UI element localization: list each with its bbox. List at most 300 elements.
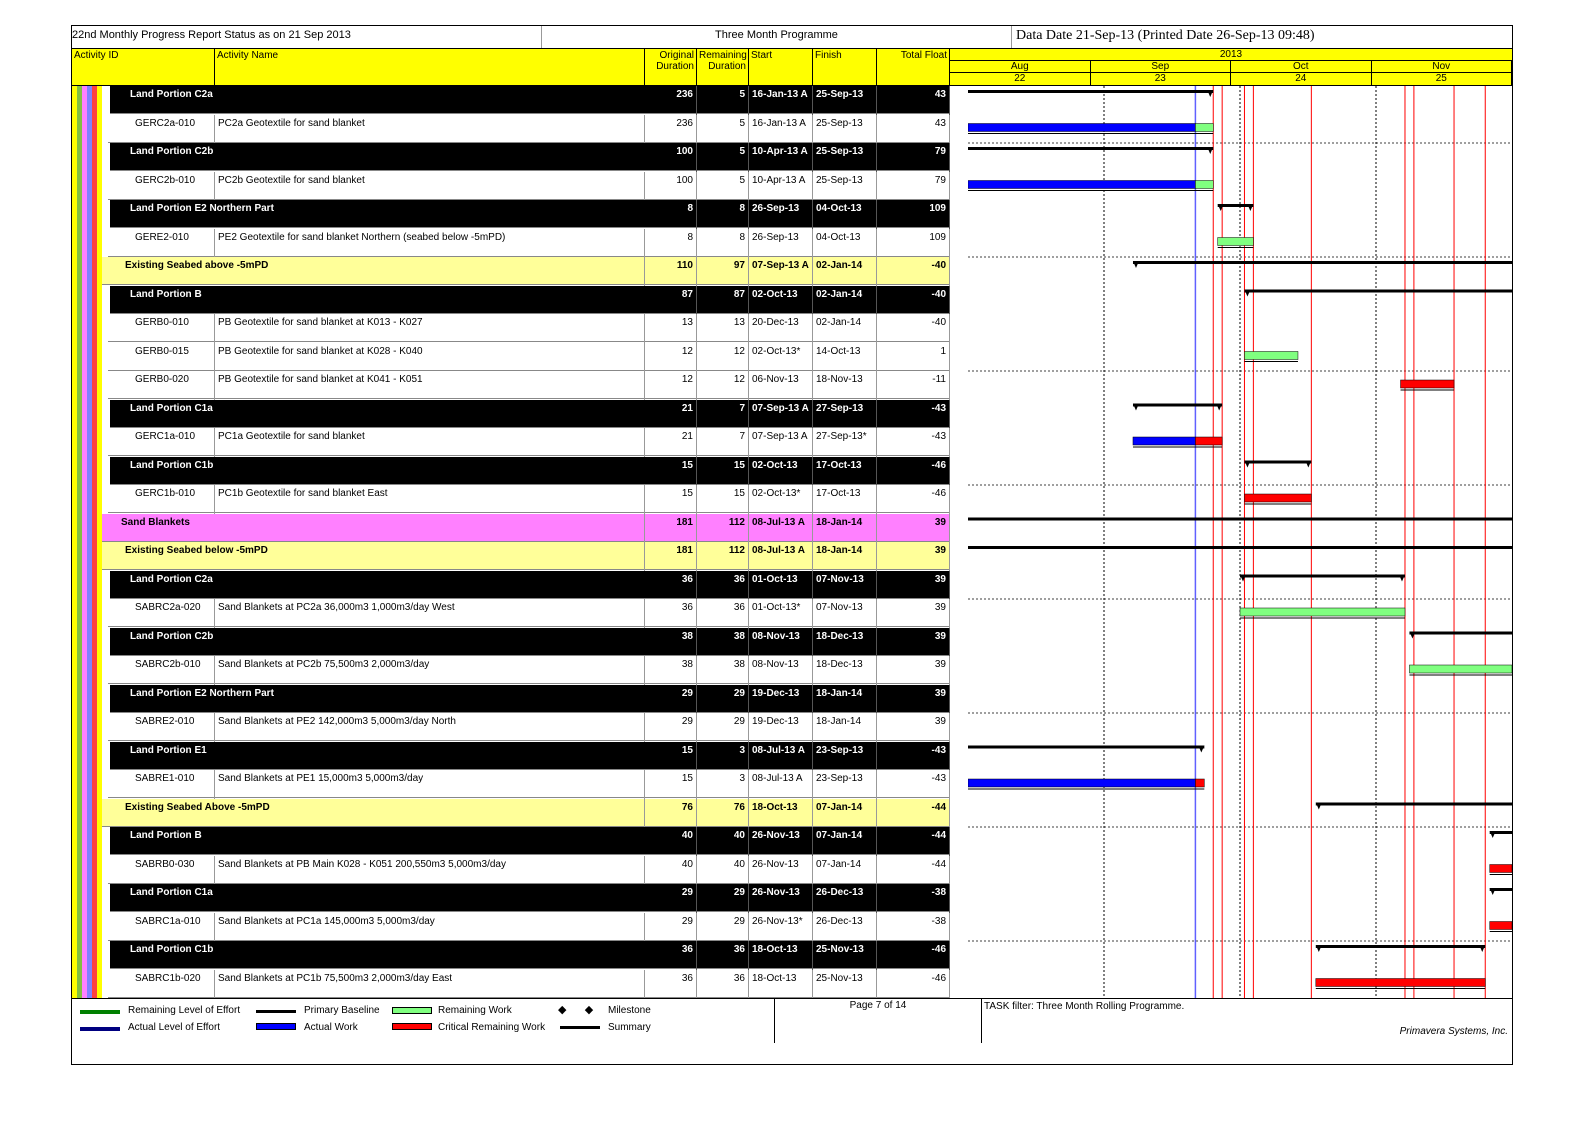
cell-activity-name: Existing Seabed Above -5mPD bbox=[122, 799, 645, 828]
cell-remaining-duration: 112 bbox=[697, 542, 749, 571]
cell-original-duration: 36 bbox=[645, 941, 697, 970]
cell-finish: 27-Sep-13* bbox=[813, 428, 877, 457]
legend-milestone: Milestone bbox=[608, 1005, 651, 1016]
cell-activity-id: GERC1a-010 bbox=[132, 428, 215, 457]
wbs-row[interactable] bbox=[72, 685, 972, 714]
cell-remaining-duration: 76 bbox=[697, 799, 749, 828]
cell-finish: 07-Nov-13 bbox=[813, 599, 877, 628]
cell-remaining-duration: 12 bbox=[697, 371, 749, 400]
milestone-icon: ◆ ◆ bbox=[558, 1004, 594, 1016]
cell-total-float: 39 bbox=[877, 713, 950, 742]
cell-activity-name: Land Portion C1b bbox=[130, 459, 214, 471]
summary-start-marker bbox=[1490, 888, 1496, 895]
wbs-row[interactable] bbox=[72, 542, 972, 571]
summary-bar bbox=[1316, 803, 1512, 806]
cell-activity-name: Land Portion B bbox=[130, 288, 202, 300]
summary-end-marker bbox=[1305, 461, 1311, 468]
cell-activity-id: SABRB0-030 bbox=[132, 856, 215, 885]
task-filter: TASK filter: Three Month Rolling Programme. bbox=[984, 1001, 1185, 1012]
cell-original-duration: 181 bbox=[645, 542, 697, 571]
cell-finish: 18-Nov-13 bbox=[813, 371, 877, 400]
cell-start: 18-Oct-13 bbox=[749, 799, 813, 828]
cell-finish: 18-Dec-13 bbox=[813, 628, 877, 657]
cell-activity-name: Land Portion B bbox=[130, 830, 202, 841]
cell-finish: 23-Sep-13 bbox=[813, 770, 877, 799]
wbs-row[interactable] bbox=[72, 514, 972, 543]
critical-work-bar bbox=[1401, 380, 1455, 388]
table-row[interactable] bbox=[72, 856, 972, 885]
remaining-loe-swatch bbox=[80, 1010, 120, 1014]
legend-critical-work: Critical Remaining Work bbox=[438, 1022, 546, 1033]
cell-finish: 02-Jan-14 bbox=[813, 257, 877, 286]
cell-start: 26-Sep-13 bbox=[749, 229, 813, 258]
actual-work-bar bbox=[968, 124, 1195, 132]
cell-start: 26-Nov-13 bbox=[749, 856, 813, 885]
wbs-row[interactable] bbox=[72, 286, 972, 315]
table-row[interactable] bbox=[72, 970, 972, 999]
cell-finish: 23-Sep-13 bbox=[813, 742, 877, 771]
cell-activity-name: Land Portion C2a bbox=[130, 89, 213, 100]
cell-finish: 17-Oct-13 bbox=[813, 485, 877, 514]
remaining-work-bar bbox=[1195, 124, 1213, 132]
cell-total-float: 39 bbox=[877, 514, 950, 543]
cell-activity-name: PB Geotextile for sand blanket at K041 - K051 bbox=[215, 371, 645, 400]
cell-total-float: -40 bbox=[877, 257, 950, 286]
wbs-row[interactable] bbox=[72, 143, 972, 172]
report-title: 22nd Monthly Progress Report Status as on 21 Sep 2013 bbox=[72, 26, 542, 48]
table-row[interactable] bbox=[72, 913, 972, 942]
actual-loe-swatch bbox=[80, 1027, 120, 1031]
cell-total-float: 109 bbox=[877, 229, 950, 258]
legend-primary-baseline: Primary Baseline bbox=[304, 1005, 380, 1016]
cell-start: 26-Nov-13 bbox=[749, 827, 813, 856]
cell-total-float: 39 bbox=[877, 656, 950, 685]
cell-activity-name: Land Portion C1a bbox=[130, 402, 213, 414]
cell-original-duration: 87 bbox=[645, 286, 697, 315]
wbs-row[interactable] bbox=[72, 571, 972, 600]
cell-start: 02-Oct-13* bbox=[749, 485, 813, 514]
wbs-row[interactable] bbox=[72, 628, 972, 657]
summary-bar bbox=[968, 518, 1512, 521]
cell-original-duration: 15 bbox=[645, 770, 697, 799]
table-row[interactable] bbox=[72, 343, 972, 372]
cell-activity-name: Sand Blankets at PC1a 145,000m3 5,000m3/day bbox=[215, 913, 645, 942]
cell-total-float: 43 bbox=[877, 115, 950, 144]
cell-remaining-duration: 5 bbox=[697, 86, 749, 115]
cell-total-float: -38 bbox=[877, 884, 950, 913]
cell-activity-id: GERB0-010 bbox=[132, 314, 215, 343]
table-row[interactable] bbox=[72, 770, 972, 799]
cell-remaining-duration: 29 bbox=[697, 884, 749, 913]
summary-start-marker bbox=[1409, 632, 1415, 639]
summary-end-marker bbox=[1216, 404, 1222, 411]
cell-total-float: 79 bbox=[877, 143, 950, 172]
summary-bar bbox=[968, 147, 1213, 150]
summary-bar bbox=[1133, 261, 1512, 264]
wbs-row[interactable] bbox=[72, 200, 972, 229]
cell-original-duration: 236 bbox=[645, 115, 697, 144]
cell-finish: 25-Sep-13 bbox=[813, 115, 877, 144]
cell-activity-id: SABRE1-010 bbox=[132, 770, 215, 799]
cell-remaining-duration: 15 bbox=[697, 485, 749, 514]
cell-finish: 25-Sep-13 bbox=[813, 86, 877, 115]
cell-original-duration: 15 bbox=[645, 485, 697, 514]
wbs-row[interactable] bbox=[72, 257, 972, 286]
cell-original-duration: 110 bbox=[645, 257, 697, 286]
col-activity-name[interactable]: Activity Name bbox=[215, 49, 645, 85]
cell-original-duration: 21 bbox=[645, 428, 697, 457]
cell-start: 08-Nov-13 bbox=[749, 656, 813, 685]
summary-end-marker bbox=[1247, 204, 1253, 211]
cell-start: 10-Apr-13 A bbox=[749, 143, 813, 172]
legend-actual-work: Actual Work bbox=[304, 1022, 358, 1033]
cell-start: 18-Oct-13 bbox=[749, 970, 813, 999]
cell-activity-name: Sand Blankets at PE2 142,000m3 5,000m3/day North bbox=[215, 713, 645, 742]
summary-end-marker bbox=[1198, 746, 1204, 753]
cell-activity-name: Sand Blankets at PE1 15,000m3 5,000m3/day bbox=[215, 770, 645, 799]
summary-start-marker bbox=[1316, 803, 1322, 810]
cell-activity-id: SABRC1b-020 bbox=[132, 970, 215, 999]
cell-start: 26-Nov-13 bbox=[749, 884, 813, 913]
cell-total-float: -46 bbox=[877, 457, 950, 486]
cell-start: 02-Oct-13 bbox=[749, 286, 813, 315]
legend-remaining-work: Remaining Work bbox=[438, 1005, 512, 1016]
cell-start: 02-Oct-13* bbox=[749, 343, 813, 372]
cell-activity-id: SABRC1a-010 bbox=[132, 913, 215, 942]
cell-remaining-duration: 29 bbox=[697, 913, 749, 942]
cell-original-duration: 21 bbox=[645, 400, 697, 429]
cell-finish: 18-Jan-14 bbox=[813, 542, 877, 571]
cell-finish: 07-Jan-14 bbox=[813, 799, 877, 828]
cell-activity-name: Land Portion E1 bbox=[130, 744, 207, 756]
cell-total-float: -40 bbox=[877, 314, 950, 343]
critical-work-bar bbox=[1195, 779, 1204, 787]
data-date: Data Date 21-Sep-13 (Printed Date 26-Sep-13 09:48) bbox=[1016, 28, 1315, 43]
remaining-work-bar bbox=[1244, 352, 1298, 360]
cell-remaining-duration: 29 bbox=[697, 685, 749, 714]
summary-end-marker bbox=[1207, 147, 1213, 154]
wbs-row[interactable] bbox=[72, 941, 972, 970]
cell-total-float: 39 bbox=[877, 628, 950, 657]
table-row[interactable] bbox=[72, 115, 972, 144]
cell-total-float: -43 bbox=[877, 770, 950, 799]
cell-activity-name: Sand Blankets at PC1b 75,500m3 2,000m3/day East bbox=[215, 970, 645, 999]
cell-remaining-duration: 40 bbox=[697, 827, 749, 856]
cell-original-duration: 13 bbox=[645, 314, 697, 343]
remaining-work-bar bbox=[1240, 608, 1405, 616]
cell-original-duration: 12 bbox=[645, 371, 697, 400]
cell-activity-name: PC2b Geotextile for sand blanket bbox=[215, 172, 645, 201]
table-row[interactable] bbox=[72, 428, 972, 457]
wbs-row[interactable] bbox=[72, 827, 972, 856]
cell-start: 08-Jul-13 A bbox=[749, 542, 813, 571]
cell-activity-id: GERB0-015 bbox=[132, 343, 215, 372]
cell-remaining-duration: 15 bbox=[697, 457, 749, 486]
report-frame bbox=[71, 25, 1513, 1065]
cell-finish: 02-Jan-14 bbox=[813, 314, 877, 343]
cell-finish: 07-Jan-14 bbox=[813, 827, 877, 856]
timeline-header bbox=[950, 49, 1512, 87]
cell-activity-id: SABRE2-010 bbox=[132, 713, 215, 742]
summary-end-marker bbox=[1479, 945, 1485, 952]
cell-original-duration: 38 bbox=[645, 656, 697, 685]
cell-total-float: 39 bbox=[877, 542, 950, 571]
cell-activity-name: PC1a Geotextile for sand blanket bbox=[215, 428, 645, 457]
cell-start: 02-Oct-13 bbox=[749, 457, 813, 486]
cell-start: 16-Jan-13 A bbox=[749, 86, 813, 115]
cell-activity-name: PC2a Geotextile for sand blanket bbox=[215, 115, 645, 144]
cell-original-duration: 29 bbox=[645, 884, 697, 913]
col-total-float[interactable]: Total Float bbox=[877, 49, 950, 85]
cell-original-duration: 8 bbox=[645, 229, 697, 258]
cell-finish: 04-Oct-13 bbox=[813, 200, 877, 229]
cell-remaining-duration: 97 bbox=[697, 257, 749, 286]
cell-original-duration: 36 bbox=[645, 970, 697, 999]
cell-activity-id: GERB0-020 bbox=[132, 371, 215, 400]
summary-bar bbox=[1244, 290, 1512, 293]
timeline-week: 22 bbox=[950, 73, 1091, 85]
cell-original-duration: 29 bbox=[645, 713, 697, 742]
cell-start: 07-Sep-13 A bbox=[749, 257, 813, 286]
legend-footer bbox=[72, 998, 1512, 1064]
col-remaining-duration[interactable]: Remaining Duration bbox=[697, 49, 749, 85]
cell-activity-name: Existing Seabed below -5mPD bbox=[122, 542, 645, 571]
cell-finish: 07-Jan-14 bbox=[813, 856, 877, 885]
wbs-row[interactable] bbox=[72, 884, 972, 913]
cell-original-duration: 40 bbox=[645, 856, 697, 885]
cell-remaining-duration: 8 bbox=[697, 229, 749, 258]
cell-remaining-duration: 36 bbox=[697, 970, 749, 999]
cell-activity-id: GERC2a-010 bbox=[132, 115, 215, 144]
cell-original-duration: 38 bbox=[645, 628, 697, 657]
critical-work-bar bbox=[1316, 979, 1485, 987]
timeline-week: 24 bbox=[1231, 73, 1372, 85]
critical-work-bar bbox=[1244, 494, 1311, 502]
col-activity-id[interactable]: Activity ID bbox=[72, 49, 215, 85]
cell-total-float: -43 bbox=[877, 742, 950, 771]
cell-activity-id: SABRC2b-010 bbox=[132, 656, 215, 685]
cell-finish: 25-Sep-13 bbox=[813, 143, 877, 172]
cell-remaining-duration: 36 bbox=[697, 571, 749, 600]
legend-remaining-loe: Remaining Level of Effort bbox=[128, 1005, 241, 1016]
cell-remaining-duration: 5 bbox=[697, 172, 749, 201]
summary-start-marker bbox=[1244, 290, 1250, 297]
table-row[interactable] bbox=[72, 713, 972, 742]
vendor-credit: Primavera Systems, Inc. bbox=[1399, 1026, 1508, 1037]
summary-start-marker bbox=[1240, 575, 1246, 582]
remaining-work-swatch bbox=[392, 1007, 432, 1014]
critical-work-bar bbox=[1490, 922, 1512, 930]
wbs-row[interactable] bbox=[72, 457, 972, 486]
remaining-work-bar bbox=[1195, 181, 1213, 189]
col-start[interactable]: Start bbox=[749, 49, 813, 85]
cell-original-duration: 36 bbox=[645, 571, 697, 600]
cell-remaining-duration: 38 bbox=[697, 656, 749, 685]
cell-total-float: 39 bbox=[877, 571, 950, 600]
cell-activity-id: SABRC2a-020 bbox=[132, 599, 215, 628]
cell-finish: 17-Oct-13 bbox=[813, 457, 877, 486]
cell-finish: 14-Oct-13 bbox=[813, 343, 877, 372]
cell-start: 19-Dec-13 bbox=[749, 713, 813, 742]
cell-total-float: -44 bbox=[877, 827, 950, 856]
cell-finish: 18-Dec-13 bbox=[813, 656, 877, 685]
cell-activity-name: Sand Blankets bbox=[118, 514, 645, 543]
cell-total-float: -43 bbox=[877, 400, 950, 429]
cell-total-float: 109 bbox=[877, 200, 950, 229]
cell-activity-id: GERC1b-010 bbox=[132, 485, 215, 514]
timeline-year: 2013 bbox=[950, 49, 1512, 61]
wbs-row[interactable] bbox=[72, 799, 972, 828]
summary-bar bbox=[1244, 461, 1311, 464]
summary-bar bbox=[968, 546, 1512, 549]
cell-original-duration: 8 bbox=[645, 200, 697, 229]
cell-remaining-duration: 3 bbox=[697, 770, 749, 799]
cell-total-float: 79 bbox=[877, 172, 950, 201]
timeline-week: 23 bbox=[1091, 73, 1232, 85]
critical-work-swatch bbox=[392, 1023, 432, 1030]
cell-total-float: -46 bbox=[877, 970, 950, 999]
actual-work-bar bbox=[1133, 437, 1195, 445]
gantt-chart bbox=[968, 86, 1512, 1026]
summary-start-marker bbox=[1218, 204, 1224, 211]
cell-total-float: -11 bbox=[877, 371, 950, 400]
timeline-month: Sep bbox=[1091, 61, 1232, 73]
remaining-work-bar bbox=[1409, 665, 1512, 673]
cell-start: 19-Dec-13 bbox=[749, 685, 813, 714]
cell-activity-name: Land Portion E2 Northern Part bbox=[130, 687, 274, 699]
summary-start-marker bbox=[1244, 461, 1250, 468]
remaining-work-bar bbox=[1218, 238, 1254, 246]
cell-total-float: -44 bbox=[877, 799, 950, 828]
cell-start: 07-Sep-13 A bbox=[749, 428, 813, 457]
cell-activity-name: PC1b Geotextile for sand blanket East bbox=[215, 485, 645, 514]
cell-remaining-duration: 8 bbox=[697, 200, 749, 229]
cell-finish: 26-Dec-13 bbox=[813, 913, 877, 942]
cell-remaining-duration: 13 bbox=[697, 314, 749, 343]
legend-actual-loe: Actual Level of Effort bbox=[128, 1022, 221, 1033]
cell-activity-name: PB Geotextile for sand blanket at K028 - K040 bbox=[215, 343, 645, 372]
summary-start-marker bbox=[1133, 404, 1139, 411]
cell-total-float: 39 bbox=[877, 685, 950, 714]
cell-finish: 07-Nov-13 bbox=[813, 571, 877, 600]
cell-activity-name: Existing Seabed above -5mPD bbox=[122, 257, 645, 286]
cell-total-float: -46 bbox=[877, 485, 950, 514]
cell-start: 01-Oct-13* bbox=[749, 599, 813, 628]
legend-summary: Summary bbox=[608, 1022, 651, 1033]
cell-remaining-duration: 36 bbox=[697, 941, 749, 970]
cell-activity-name: Sand Blankets at PC2a 36,000m3 1,000m3/day West bbox=[215, 599, 645, 628]
table-row[interactable] bbox=[72, 656, 972, 685]
table-row[interactable] bbox=[72, 485, 972, 514]
table-row[interactable] bbox=[72, 599, 972, 628]
cell-total-float: 43 bbox=[877, 86, 950, 115]
cell-remaining-duration: 112 bbox=[697, 514, 749, 543]
cell-total-float: -44 bbox=[877, 856, 950, 885]
actual-work-bar bbox=[968, 181, 1195, 189]
cell-remaining-duration: 29 bbox=[697, 713, 749, 742]
summary-start-marker bbox=[1490, 831, 1496, 838]
cell-activity-name: Land Portion C2b bbox=[130, 146, 214, 157]
summary-bar bbox=[1133, 404, 1222, 407]
table-row[interactable] bbox=[72, 229, 972, 258]
cell-finish: 25-Nov-13 bbox=[813, 941, 877, 970]
cell-finish: 18-Jan-14 bbox=[813, 685, 877, 714]
cell-original-duration: 100 bbox=[645, 172, 697, 201]
critical-work-bar bbox=[1195, 437, 1222, 445]
cell-remaining-duration: 5 bbox=[697, 115, 749, 144]
cell-remaining-duration: 3 bbox=[697, 742, 749, 771]
wbs-row[interactable] bbox=[72, 400, 972, 429]
cell-start: 26-Nov-13* bbox=[749, 913, 813, 942]
table-row[interactable] bbox=[72, 172, 972, 201]
cell-original-duration: 236 bbox=[645, 86, 697, 115]
timeline-month: Aug bbox=[950, 61, 1091, 73]
cell-start: 18-Oct-13 bbox=[749, 941, 813, 970]
table-row[interactable] bbox=[72, 314, 972, 343]
cell-total-float: 1 bbox=[877, 343, 950, 372]
cell-activity-name: Land Portion C1a bbox=[130, 887, 213, 898]
cell-start: 06-Nov-13 bbox=[749, 371, 813, 400]
col-finish[interactable]: Finish bbox=[813, 49, 877, 85]
summary-start-marker bbox=[1316, 945, 1322, 952]
cell-finish: 25-Sep-13 bbox=[813, 172, 877, 201]
critical-work-bar bbox=[1490, 865, 1512, 873]
cell-start: 08-Jul-13 A bbox=[749, 514, 813, 543]
cell-start: 20-Dec-13 bbox=[749, 314, 813, 343]
cell-activity-name: PE2 Geotextile for sand blanket Northern (seabed below -5mPD) bbox=[215, 229, 645, 258]
programme-title: Three Month Programme bbox=[542, 26, 1012, 48]
timeline-month: Nov bbox=[1372, 61, 1513, 73]
actual-work-swatch bbox=[256, 1023, 296, 1030]
cell-start: 07-Sep-13 A bbox=[749, 400, 813, 429]
summary-end-marker bbox=[1207, 90, 1213, 97]
cell-remaining-duration: 40 bbox=[697, 856, 749, 885]
cell-start: 26-Sep-13 bbox=[749, 200, 813, 229]
timeline-month: Oct bbox=[1231, 61, 1372, 73]
timeline-week: 25 bbox=[1372, 73, 1513, 85]
cell-remaining-duration: 5 bbox=[697, 143, 749, 172]
baseline-swatch bbox=[256, 1010, 296, 1013]
cell-start: 08-Jul-13 A bbox=[749, 742, 813, 771]
column-header bbox=[72, 48, 1512, 86]
cell-original-duration: 12 bbox=[645, 343, 697, 372]
summary-end-marker bbox=[1399, 575, 1405, 582]
actual-work-bar bbox=[968, 779, 1195, 787]
cell-original-duration: 15 bbox=[645, 742, 697, 771]
summary-bar bbox=[968, 90, 1213, 93]
cell-finish: 18-Jan-14 bbox=[813, 713, 877, 742]
cell-start: 10-Apr-13 A bbox=[749, 172, 813, 201]
cell-total-float: -43 bbox=[877, 428, 950, 457]
table-row[interactable] bbox=[72, 371, 972, 400]
col-original-duration[interactable]: Original Duration bbox=[645, 49, 697, 85]
wbs-row[interactable] bbox=[72, 86, 972, 115]
wbs-row[interactable] bbox=[72, 742, 972, 771]
cell-start: 08-Nov-13 bbox=[749, 628, 813, 657]
cell-finish: 02-Jan-14 bbox=[813, 286, 877, 315]
cell-activity-name: Land Portion C2b bbox=[130, 630, 214, 642]
cell-original-duration: 29 bbox=[645, 913, 697, 942]
cell-original-duration: 76 bbox=[645, 799, 697, 828]
cell-original-duration: 40 bbox=[645, 827, 697, 856]
summary-bar bbox=[1316, 945, 1485, 948]
cell-remaining-duration: 7 bbox=[697, 400, 749, 429]
cell-activity-name: Land Portion E2 Northern Part bbox=[130, 203, 274, 214]
cell-original-duration: 181 bbox=[645, 514, 697, 543]
cell-activity-name: Land Portion C1b bbox=[130, 944, 214, 955]
cell-activity-name: Land Portion C2a bbox=[130, 573, 213, 585]
cell-original-duration: 15 bbox=[645, 457, 697, 486]
